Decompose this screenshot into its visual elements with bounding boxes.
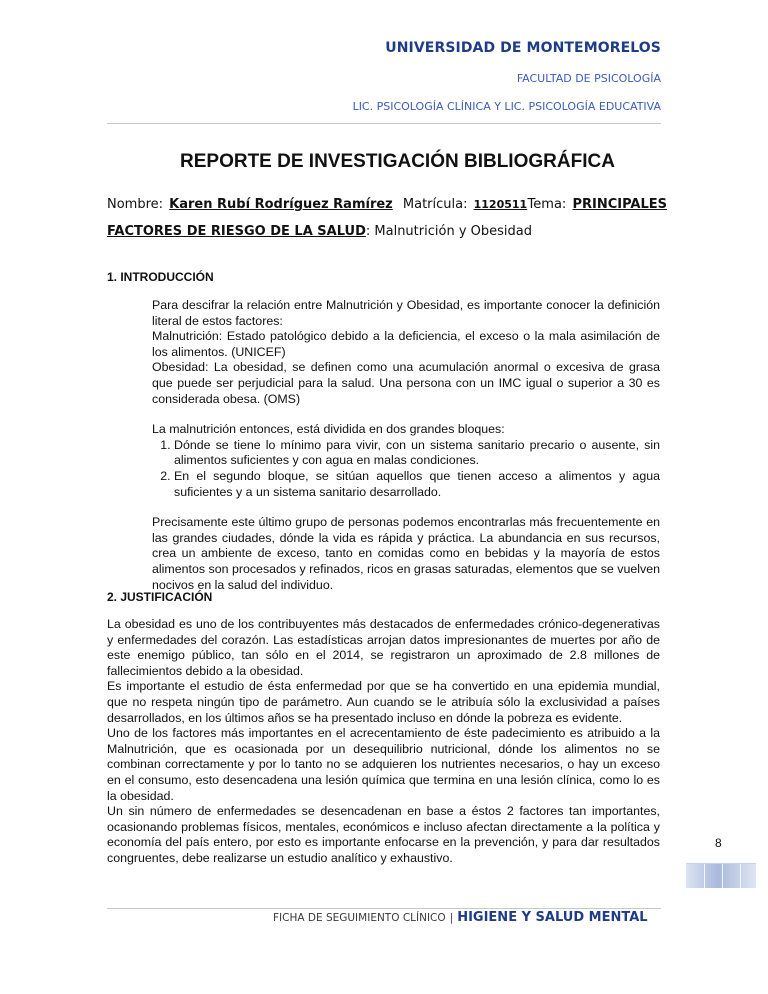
student-info	[107, 191, 667, 245]
footer-right: HIGIENE Y SALUD MENTAL	[457, 910, 648, 925]
matricula-label: Matrícula:	[402, 197, 468, 212]
intro-body	[152, 298, 660, 593]
footer-separator: |	[449, 912, 454, 924]
page-number: 8	[715, 836, 722, 850]
intro-paragraph-4: La malnutrición entonces, está dividida en dos grandes bloques:	[152, 422, 505, 437]
name-group	[107, 191, 527, 218]
header-divider	[107, 123, 661, 124]
page-footer	[273, 910, 648, 925]
tema-value-1: PRINCIPALES	[572, 197, 667, 212]
program-name: LIC. PSICOLOGÍA CLÍNICA Y LIC. PSICOLOGÍA EDUCATIVA	[352, 100, 661, 113]
justification-paragraph-2: Es importante el estudio de ésta enfermedad por que se ha convertido en una epidemia mundial, que no respeta ningún tipo de parámetro. Aun cuando se le atribuía sólo la exclusividad a países desarrollados, en los últimos años se ha presentado incluso en dónde la pobreza es evidente.	[107, 679, 660, 725]
footer-left: FICHA DE SEGUIMIENTO CLÍNICO	[273, 912, 446, 924]
justification-body	[107, 617, 660, 867]
university-name: UNIVERSIDAD DE MONTEMORELOS	[385, 40, 661, 56]
page-header	[353, 40, 661, 113]
justification-paragraph-3: Uno de los factores más importantes en el acrecentamiento de éste padecimiento es atribuido a la Malnutrición, que es ocasionada por un desequilibrio nutricional, dónde los alimentos no se combinan correctamente y por lo tanto no se adquieren los nutrientes necesarios, o hay un exceso en el consumo, esto desencadena una lesión química que termina en una lesión clínica, como lo es la obesidad.	[107, 726, 660, 803]
meta-line-2	[107, 218, 667, 245]
footer-divider	[107, 908, 661, 909]
list-item: 2. En el segundo bloque, se sitúan aquellos que tienen acceso a alimentos y agua suficientes y a un sistema sanitario desarrollado.	[174, 469, 660, 500]
page-tab-decoration	[686, 863, 756, 888]
list-item: 1. Dónde se tiene lo mínimo para vivir, con un sistema sanitario precario o ausente, sin alimentos suficientes y con agua en malas condiciones.	[174, 438, 660, 469]
document-title: REPORTE DE INVESTIGACIÓN BIBLIOGRÁFICA	[180, 151, 615, 172]
intro-paragraph-5: Precisamente este último grupo de personas podemos encontrarlas más frecuentemente en las grandes ciudades, dónde la vida es rápida y práctica. La abundancia en sus recursos, crea un ambiente de exceso, tanto en comidas como en bebidas y la mayoría de estos alimentos son procesados y refinados, ricos en grasas saturadas, elementos que se vuelven nocivos en la salud del individuo.	[152, 515, 660, 592]
tema-label: Tema:	[527, 197, 567, 212]
tema-group	[528, 191, 667, 218]
justification-paragraph-4: Un sin número de enfermedades se desencadenan en base a éstos 2 factores tan importantes, ocasionando problemas físicos, mentales, económicos e incluso afectan directamente a la política y economía del país entero, por esto es importante enfocarse en la prevención, y para dar resultados congruentes, debe realizarse un estudio analítico y exhaustivo.	[107, 804, 660, 865]
name-label: Nombre:	[107, 197, 164, 212]
intro-paragraph-2: Malnutrición: Estado patológico debido a la deficiencia, el exceso o la mala asimilación de los alimentos. (UNICEF)	[152, 329, 660, 359]
tema-rest: : Malnutrición y Obesidad	[365, 224, 532, 239]
matricula-value: 1120511	[473, 198, 528, 211]
name-value: Karen Rubí Rodríguez Ramírez	[169, 197, 393, 212]
faculty-name: FACULTAD DE PSICOLOGÍA	[516, 72, 661, 85]
intro-paragraph-3: Obesidad: La obesidad, se definen como una acumulación anormal o excesiva de grasa que puede ser perjudicial para la salud. Una persona con un IMC igual o superior a 30 es considerada obesa. (OMS)	[152, 360, 660, 406]
malnutrition-blocks-list	[152, 438, 660, 500]
justification-paragraph-1: La obesidad es uno de los contribuyentes más destacados de enfermedades crónico-degenerativas y enfermedades del corazón. Las estadísticas arrojan datos impresionantes de muertes por año de este enemigo público, tan sólo en el 2014, se registraron un aproximado de 2.8 millones de fallecimientos debido a la obesidad.	[107, 617, 660, 678]
intro-paragraph-1: Para descifrar la relación entre Malnutrición y Obesidad, es importante conocer la definición literal de estos factores:	[152, 298, 660, 328]
tema-value-2: FACTORES DE RIESGO DE LA SALUD	[107, 224, 366, 239]
intro-heading: 1. INTRODUCCIÓN	[107, 270, 214, 284]
meta-line-1	[107, 191, 667, 218]
justification-heading: 2. JUSTIFICACIÓN	[107, 590, 213, 604]
